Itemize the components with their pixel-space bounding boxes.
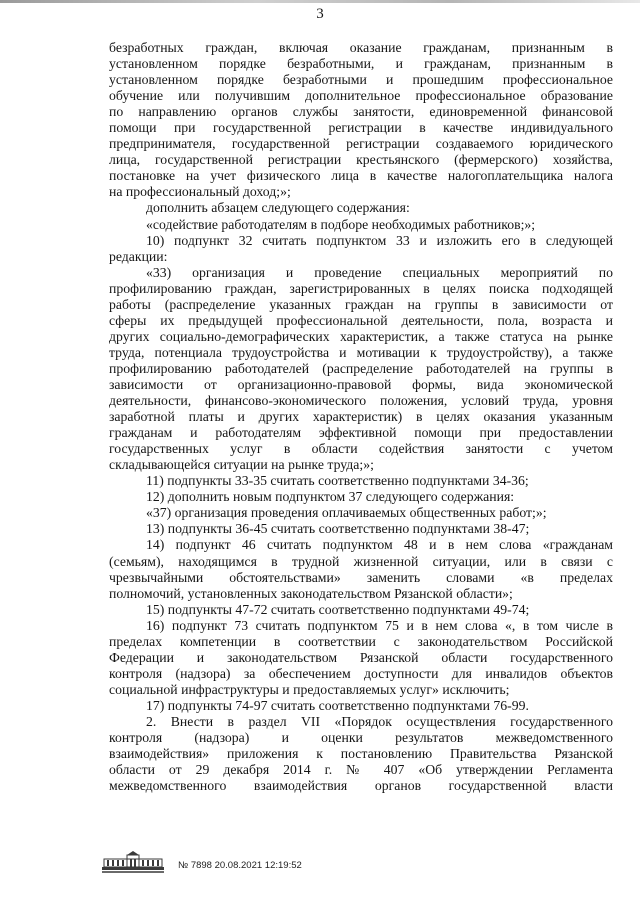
text-line: других социально-демографических характеристик, а также статуса на рынке (109, 328, 613, 344)
text-line: контроля (надзора) за обеспечением доступности для инвалидов объектов (109, 665, 613, 681)
text-line: «содействие работодателям в подборе необходимых работников;»; (146, 216, 536, 232)
text-line: зависимости от организационно-правовой формы, вида экономической (109, 376, 613, 392)
page-number: 3 (316, 6, 324, 22)
government-building-logo (100, 850, 166, 874)
text-line: труда, потенциала трудоустройства и мотивации к трудоустройству), а также (109, 344, 613, 360)
text-line: обучение или получившим дополнительное профессиональное образование (109, 88, 613, 104)
text-line: постановке на учет физического лица в качестве налогоплательщика налога (109, 168, 613, 184)
text-line: пределах компетенции в соответствии с законодательством Российской (109, 633, 613, 649)
text-line: установленном порядке безработными, и гражданам, признанным в (109, 56, 613, 72)
footer (100, 850, 500, 880)
text-line: государственных услуг в области содействия занятости с учетом (109, 441, 613, 457)
text-line: складывающейся ситуации на рынке труда;»; (109, 457, 374, 473)
document-body (109, 40, 613, 794)
text-line: профилированию граждан, зарегистрированных в целях поиска подходящей (109, 280, 613, 296)
text-line: 16) подпункт 73 считать подпунктом 75 и в нем слова «, в том числе в (146, 617, 613, 633)
text-line: 14) подпункт 46 считать подпунктом 48 и в нем слова «гражданам (146, 537, 613, 553)
text-line: установленном порядке безработными и прошедшим профессиональное (109, 72, 613, 88)
text-line: по направлению органов службы занятости, единовременной финансовой (109, 104, 613, 120)
registration-stamp: № 7898 20.08.2021 12:19:52 (178, 860, 302, 871)
text-line: 2. Внести в раздел VII «Порядок осуществления государственного (146, 713, 613, 729)
text-line: «37) организация проведения оплачиваемых общественных работ;»; (146, 505, 547, 521)
text-line: заработной платы и других характеристик) в целях оказания указанным (109, 409, 613, 425)
text-line: (семьям), находящимся в трудной жизненной ситуации, или в связи с (109, 553, 613, 569)
text-line: работы (распределение указанных граждан на группы в зависимости от (109, 296, 613, 312)
text-line: безработных граждан, включая оказание гражданам, признанным в (109, 40, 613, 55)
text-line: деятельности, финансово-экономического положения, условий труда, уровня (109, 393, 613, 409)
text-line: 13) подпункты 36-45 считать соответственно подпунктами 38-47; (146, 521, 530, 537)
text-line: предпринимателя, государственной регистрации создаваемого юридического (109, 136, 613, 152)
text-line: дополнить абзацем следующего содержания: (146, 200, 410, 216)
scan-edge (0, 0, 640, 3)
text-line: лица, государственной регистрации крестьянского (фермерского) хозяйства, (109, 152, 613, 168)
text-line: профилированию работодателей (распределение работодателей на группы в (109, 360, 613, 376)
text-line: полномочий, установленных законодательством Рязанской области»; (109, 585, 513, 601)
text-line: 10) подпункт 32 считать подпунктом 33 и изложить его в следующей (146, 232, 613, 248)
text-line: «33) организация и проведение специальных мероприятий по (146, 264, 613, 280)
text-line: Федерации и законодательством Рязанской области государственного (109, 649, 613, 665)
text-line: социальной инфраструктуры и предоставляемых услуг» исключить; (109, 681, 510, 697)
text-line: контроля (надзора) и оценки результатов межведомственного (109, 730, 613, 746)
text-line: области от 29 декабря 2014 г. № 407 «Об утверждении Регламента (109, 762, 613, 778)
text-line: редакции: (109, 248, 168, 264)
text-line: помощи при государственной регистрации в качестве индивидуального (109, 120, 613, 136)
text-line: межведомственного взаимодействия органов государственной власти (109, 778, 613, 794)
text-line: гражданам и работодателям эффективной помощи при предоставлении (109, 425, 613, 441)
text-line: взаимодействия» приложения к постановлению Правительства Рязанской (109, 746, 613, 762)
text-line: 12) дополнить новым подпунктом 37 следующего содержания: (146, 489, 515, 505)
text-line: 11) подпункты 33-35 считать соответственно подпунктами 34-36; (146, 473, 529, 489)
text-line: 15) подпункты 47-72 считать соответственно подпунктами 49-74; (146, 601, 530, 617)
text-line: чрезвычайными обстоятельствами» заменить словами «в пределах (109, 569, 613, 585)
text-line: 17) подпункты 74-97 считать соответственно подпунктами 76-99. (146, 697, 529, 713)
text-line: на профессиональный доход;»; (109, 184, 291, 200)
text-line: сферы их предыдущей профессиональной деятельности, пола, возраста и (109, 312, 613, 328)
